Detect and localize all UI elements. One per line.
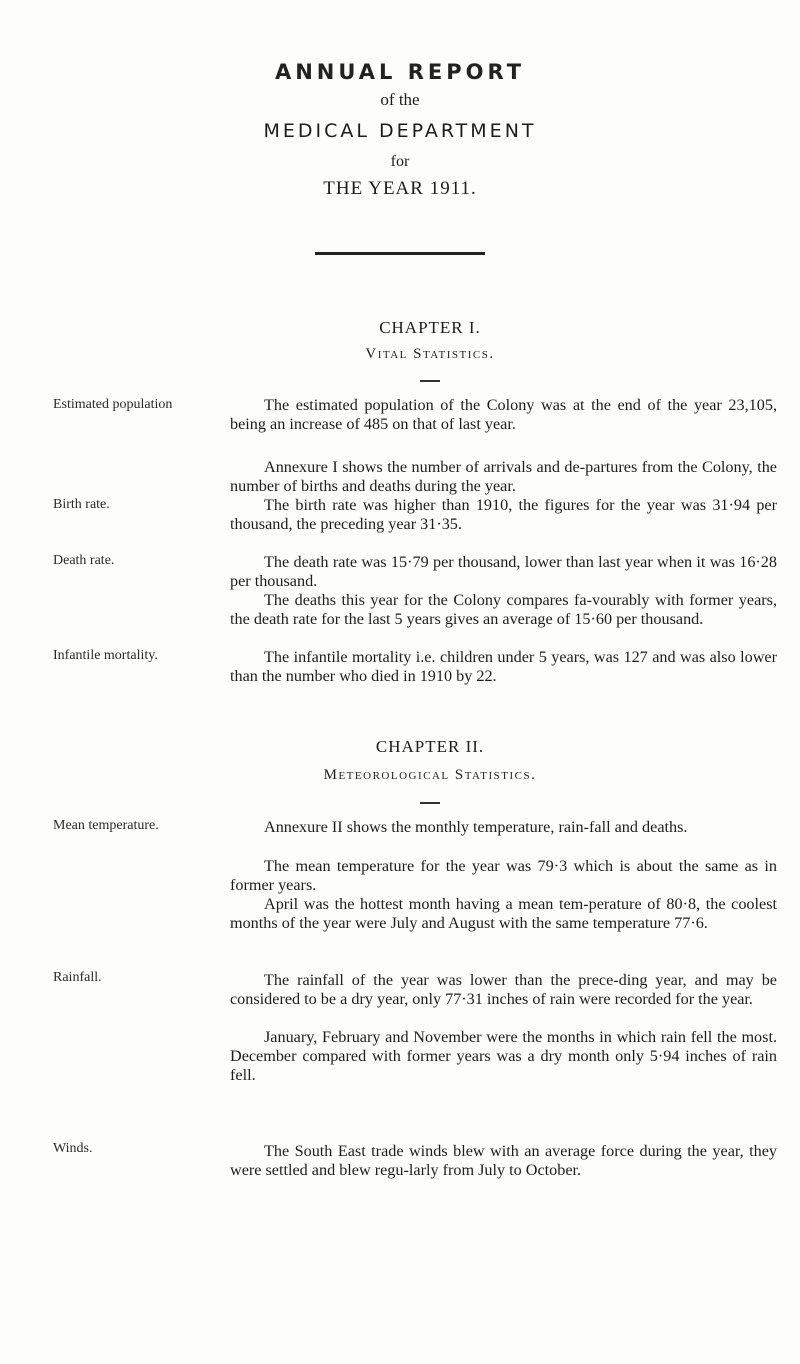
paragraph-death-comparison: The deaths this year for the Colony compares fa-vourably with former years, the death rate for the last 5 years gives an average of 15·60 per thousand. [230,591,777,628]
margin-note-population: Estimated population [53,397,173,412]
margin-note-rainfall: Rainfall. [53,970,102,985]
paragraph-population: The estimated population of the Colony was at the end of the year 23,105, being an increase of 485 on that of last year. [230,396,777,433]
report-title: ANNUAL REPORT [274,60,526,84]
chapter-1-heading: CHAPTER I. [379,318,481,337]
chapter-2-subheading: Meteorological Statistics. [323,767,537,783]
paragraph-mean-temperature: The mean temperature for the year was 79·3 which is about the same as in former years. [230,857,777,894]
paragraph-rainfall: The rainfall of the year was lower than the prece-ding year, and may be considered to be a dry year, only 77·31 inches of rain were recorded for the year. [230,971,777,1008]
paragraph-rain-months: January, February and November were the months in which rain fell the most. December compared with former years was a dry month only 5·94 inches of rain fell. [230,1028,777,1084]
margin-note-infantile-mortality: Infantile mortality. [53,648,158,663]
chapter-1-subheading: Vital Statistics. [365,346,495,362]
margin-note-death-rate: Death rate. [53,553,115,568]
margin-note-winds: Winds. [53,1141,93,1156]
chapter-2-dash [420,802,440,804]
title-rule [315,252,485,255]
title-for: for [390,153,410,170]
chapter-2-heading: CHAPTER II. [375,737,485,756]
margin-note-birth-rate: Birth rate. [53,497,110,512]
paragraph-winds: The South East trade winds blew with an average force during the year, they were settled and blew regu-larly from July to October. [230,1142,777,1179]
paragraph-annexure-2: Annexure II shows the monthly temperature, rain-fall and deaths. [264,818,688,836]
chapter-1-dash [420,380,440,382]
title-of: of the [380,90,420,109]
margin-note-mean-temperature: Mean temperature. [53,818,159,833]
paragraph-hottest-month: April was the hottest month having a mean tem-perature of 80·8, the coolest months of the year were July and August with the same temperature 77·6. [230,895,777,932]
year-title: THE YEAR 1911. [323,178,477,199]
paragraph-infantile-mortality: The infantile mortality i.e. children under 5 years, was 127 and was also lower than the number who died in 1910 by 22. [230,648,777,685]
paragraph-arrivals: Annexure I shows the number of arrivals and de-partures from the Colony, the number of births and deaths during the year. [230,458,777,495]
paragraph-death-rate: The death rate was 15·79 per thousand, lower than last year when it was 16·28 per thousand. [230,553,777,590]
department-title: MEDICAL DEPARTMENT [263,120,537,142]
paragraph-birth-rate: The birth rate was higher than 1910, the figures for the year was 31·94 per thousand, the preceding year 31·35. [230,496,777,533]
